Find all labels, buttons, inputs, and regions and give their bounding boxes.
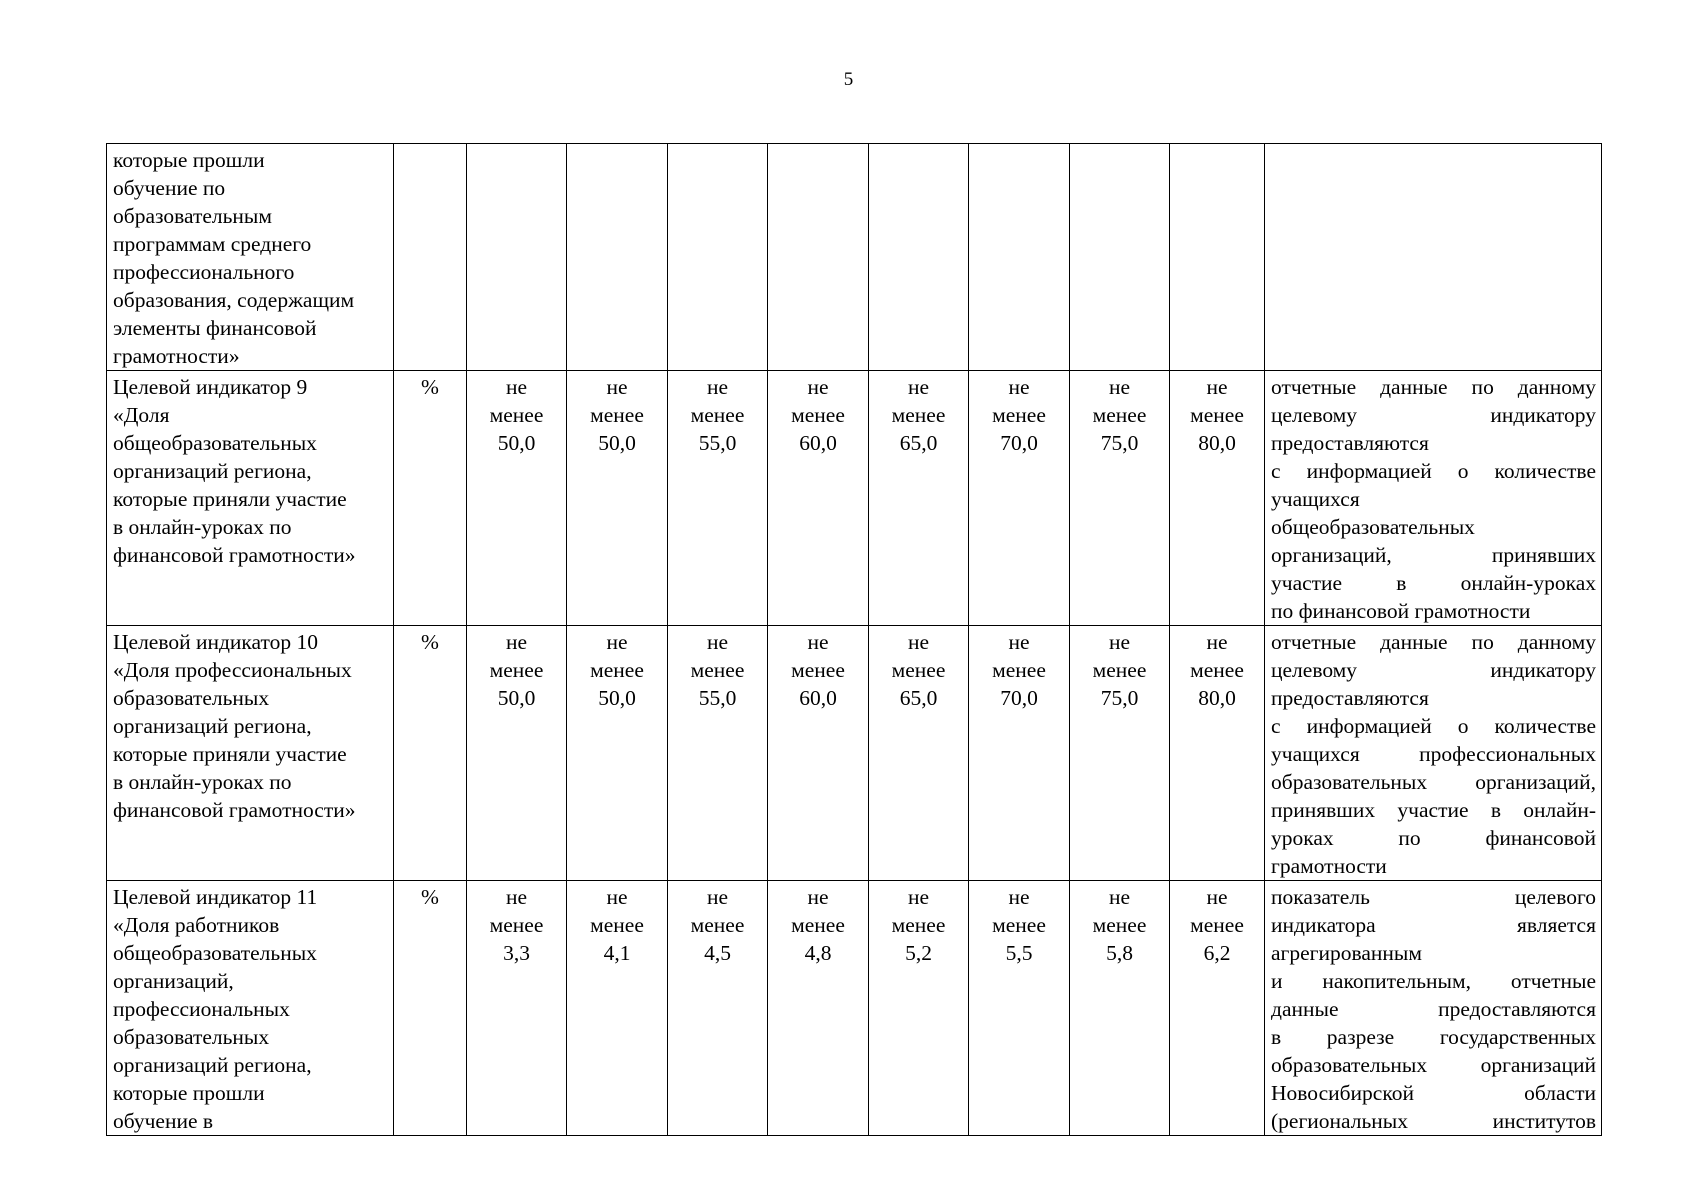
note-line: общеобразовательных [1271,515,1475,539]
target-value-cell [1070,881,1170,1136]
target-value-text: не [807,630,829,654]
target-value-cell [567,144,668,371]
target-value-text: 65,0 [899,686,938,710]
indicator-name-line: которые приняли участие [113,742,347,766]
note-line: в разрезе государственных [1271,1025,1596,1049]
target-value-text: менее [791,658,845,682]
note-line: по финансовой грамотности [1271,599,1531,623]
target-value-text: не [505,630,528,654]
target-value-cell [467,626,567,881]
note-line: целевому индикатору [1271,403,1596,427]
target-value-text: не [1008,375,1030,399]
table-row [107,881,1602,1136]
target-value-text: менее [1190,658,1244,682]
target-value-text: 3,3 [503,941,530,965]
target-value-text: 70,0 [1000,431,1038,455]
target-value-cell [668,881,768,1136]
target-value-text: не [606,375,628,399]
indicator-name-cell [107,371,394,626]
target-value-cell [768,881,869,1136]
note-line: учащихся [1271,487,1360,511]
target-value-cell [969,626,1070,881]
target-value-cell [1170,144,1265,371]
note-line: образовательных организаций [1271,1053,1596,1077]
target-value-text: 55,0 [698,431,737,455]
note-line: с информацией о количестве [1271,714,1596,738]
target-value-text: менее [992,403,1046,427]
target-value-text: не [1206,885,1228,909]
target-value-cell [1070,371,1170,626]
target-value-text: 80,0 [1198,431,1236,455]
target-value-text: менее [1092,913,1147,937]
target-value-text: 6,2 [1203,941,1231,965]
indicator-name-line: «Доля работников [113,913,280,937]
target-value-text: менее [690,403,745,427]
target-value-cell [1070,626,1170,881]
target-value-text: не [1206,375,1228,399]
target-value-cell [768,371,869,626]
target-value-text: менее [891,658,946,682]
target-value-text: 60,0 [799,431,837,455]
target-value-text: менее [992,658,1046,682]
indicator-name-line: программам среднего [113,232,312,256]
note-cell [1265,881,1602,1136]
target-value-text: менее [891,403,946,427]
note-line: образовательных организаций, [1271,770,1596,794]
target-value-cell [1070,144,1170,371]
target-value-cell [668,371,768,626]
target-value-cell [467,371,567,626]
indicator-name-line: образовательных [113,1025,270,1049]
target-value-text: менее [1092,403,1147,427]
target-value-text: не [505,885,528,909]
target-value-text: менее [1190,913,1244,937]
indicator-name-line: профессионального [113,260,295,284]
target-value-text: не [1008,885,1030,909]
target-value-text: менее [992,913,1046,937]
target-value-text: не [1108,885,1131,909]
unit-cell: % [394,881,467,1136]
target-value-text: не [1206,630,1228,654]
table-row [107,371,1602,626]
target-value-text: менее [489,658,544,682]
unit-cell: % [394,371,467,626]
target-value-text: менее [489,913,544,937]
target-value-cell [567,371,668,626]
note-line: показатель целевого [1271,885,1596,909]
target-value-text: 65,0 [899,431,938,455]
target-value-text: 4,8 [804,941,832,965]
target-value-text: не [1108,375,1131,399]
target-value-cell [969,371,1070,626]
target-value-text: 4,5 [704,941,731,965]
target-value-cell [1170,626,1265,881]
target-value-text: 50,0 [497,686,536,710]
note-line: с информацией о количестве [1271,459,1596,483]
note-line: уроках по финансовой [1271,826,1596,850]
indicator-name-line: организаций, [113,969,234,993]
target-value-text: менее [690,658,745,682]
indicator-name-line: в онлайн-уроках по [113,515,292,539]
target-value-text: менее [590,913,644,937]
target-value-text: не [1008,630,1030,654]
target-value-cell [969,881,1070,1136]
note-line: предоставляются [1271,686,1429,710]
target-value-text: менее [791,403,845,427]
target-value-text: не [907,885,930,909]
note-line: грамотности [1271,854,1387,878]
target-value-text: не [706,885,729,909]
target-value-text: не [1108,630,1131,654]
indicator-name-line: Целевой индикатор 9 [113,375,308,399]
note-line: Новосибирской области [1271,1081,1596,1105]
indicator-name-cell [107,881,394,1136]
indicator-name-line: обучение по [113,176,226,200]
note-line: организаций, принявших [1271,543,1596,567]
unit-cell [394,144,467,371]
note-line: отчетные данные по данному [1271,375,1596,399]
target-value-cell [869,144,969,371]
indicator-name-line: которые приняли участие [113,487,347,511]
indicator-name-line: финансовой грамотности» [113,543,356,567]
note-line: данные предоставляются [1271,997,1596,1021]
note-line: (региональных институтов [1271,1109,1596,1133]
indicator-name-line: организаций региона, [113,714,312,738]
target-value-cell [768,626,869,881]
note-line: индикатора является [1271,913,1596,937]
target-value-cell [1170,371,1265,626]
indicators-table [106,143,1602,1136]
note-line: агрегированным [1271,941,1422,965]
target-value-text: не [907,375,930,399]
target-value-text: менее [1092,658,1147,682]
indicator-name-line: элементы финансовой [113,316,317,340]
target-value-cell [467,144,567,371]
target-value-text: не [907,630,930,654]
target-value-cell [567,881,668,1136]
indicator-name-line: общеобразовательных [113,431,317,455]
target-value-text: 70,0 [1000,686,1038,710]
indicator-name-line: которые прошли [113,1081,265,1105]
indicator-name-line: организаций региона, [113,459,312,483]
target-value-text: 75,0 [1100,431,1139,455]
target-value-cell [869,881,969,1136]
target-value-text: не [807,375,829,399]
table-row [107,144,1602,371]
note-line: отчетные данные по данному [1271,630,1596,654]
target-value-text: 50,0 [598,686,636,710]
note-cell [1265,371,1602,626]
target-value-text: менее [791,913,845,937]
target-value-text: менее [590,658,644,682]
indicator-name-line: организаций региона, [113,1053,312,1077]
target-value-cell [869,626,969,881]
target-value-text: менее [1190,403,1244,427]
target-value-text: 5,2 [905,941,932,965]
target-value-cell [467,881,567,1136]
indicator-name-cell [107,626,394,881]
page-number: 5 [843,69,854,90]
indicator-name-line: профессиональных [113,997,290,1021]
target-value-text: не [807,885,829,909]
target-value-cell [969,144,1070,371]
unit-cell: % [394,626,467,881]
table-body [107,144,1602,1136]
target-value-text: 50,0 [497,431,536,455]
target-value-text: не [706,375,729,399]
indicator-name-line: обучение в [113,1109,214,1133]
indicator-name-line: в онлайн-уроках по [113,770,292,794]
target-value-text: 75,0 [1100,686,1139,710]
target-value-text: 80,0 [1198,686,1236,710]
target-value-text: менее [489,403,544,427]
target-value-text: 60,0 [799,686,837,710]
note-cell [1265,626,1602,881]
target-value-text: 5,8 [1106,941,1133,965]
note-cell [1265,144,1602,371]
target-value-cell [869,371,969,626]
target-value-text: менее [891,913,946,937]
table-row [107,626,1602,881]
indicator-name-line: образования, содержащим [113,288,355,312]
indicator-name-line: которые прошли [113,148,265,172]
indicator-name-cell [107,144,394,371]
target-value-text: не [505,375,528,399]
target-value-cell [567,626,668,881]
note-line: участие в онлайн-уроках [1271,571,1596,595]
target-value-text: 50,0 [598,431,636,455]
indicator-name-line: «Доля профессиональных [113,658,352,682]
target-value-text: менее [590,403,644,427]
target-value-cell [1170,881,1265,1136]
target-value-cell [768,144,869,371]
target-value-cell [668,626,768,881]
indicator-name-line: финансовой грамотности» [113,798,356,822]
target-value-text: 55,0 [698,686,737,710]
indicator-name-line: «Доля [113,403,170,427]
indicator-name-line: Целевой индикатор 10 [113,630,319,654]
indicator-name-line: Целевой индикатор 11 [113,885,318,909]
note-line: учащихся профессиональных [1271,742,1596,766]
note-line: целевому индикатору [1271,658,1596,682]
target-value-text: 5,5 [1005,941,1033,965]
indicator-name-line: общеобразовательных [113,941,317,965]
target-value-cell [668,144,768,371]
indicator-name-line: образовательным [113,204,272,228]
indicator-name-line: грамотности» [113,344,240,368]
target-value-text: не [706,630,729,654]
note-line: предоставляются [1271,431,1429,455]
note-line: принявших участие в онлайн- [1271,798,1596,822]
note-line: и накопительным, отчетные [1271,969,1596,993]
target-value-text: не [606,885,628,909]
target-value-text: 4,1 [603,941,631,965]
target-value-text: не [606,630,628,654]
indicator-name-line: образовательных [113,686,270,710]
target-value-text: менее [690,913,745,937]
